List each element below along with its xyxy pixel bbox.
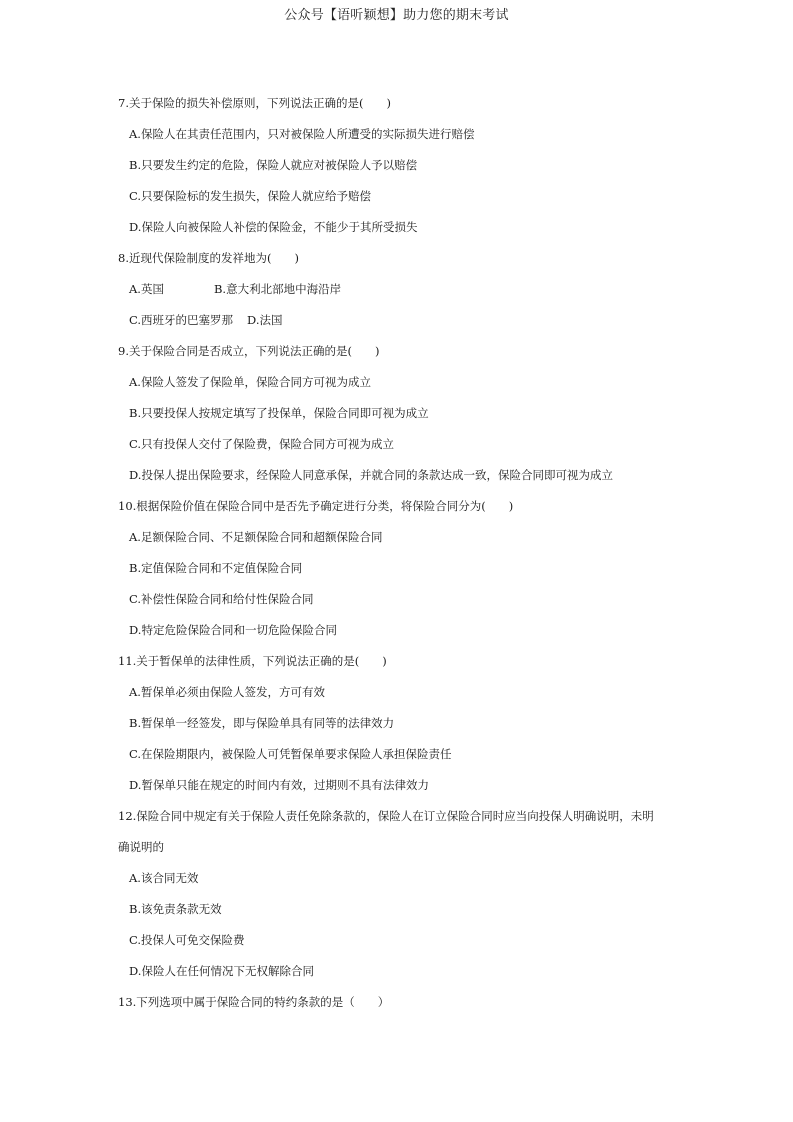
option-d: D.投保人提出保险要求，经保险人同意承保，并就合同的条款达成一致，保险合同即可视为成立	[129, 468, 613, 482]
option-d: D.暂保单只能在规定的时间内有效，过期则不具有法律效力	[129, 778, 429, 792]
option-b: B.只要发生约定的危险，保险人就应对被保险人予以赔偿	[129, 158, 418, 172]
question-stem: 7.关于保险的损失补偿原则，下列说法正确的是( )	[118, 96, 391, 110]
question-stem: 9.关于保险合同是否成立，下列说法正确的是( )	[118, 344, 380, 358]
option-d: D.保险人在任何情况下无权解除合同	[129, 964, 314, 978]
option-c: C.在保险期限内，被保险人可凭暂保单要求保险人承担保险责任	[129, 747, 452, 761]
question-stem-line-1: 12.保险合同中规定有关于保险人责任免除条款的，保险人在订立保险合同时应当向投保人明确说明，未明	[118, 809, 654, 823]
option-c: C.西班牙的巴塞罗那	[129, 313, 234, 327]
question-stem: 13.下列选项中属于保险合同的特约条款的是（ ）	[118, 995, 390, 1009]
question-8	[118, 243, 718, 336]
option-a: A.该合同无效	[129, 871, 199, 885]
option-a: A.保险人签发了保险单，保险合同方可视为成立	[129, 375, 371, 389]
question-10	[118, 491, 718, 646]
option-b: B.定值保险合同和不定值保险合同	[129, 561, 303, 575]
option-d: D.特定危险保险合同和一切危险保险合同	[129, 623, 337, 637]
question-list	[118, 88, 718, 1018]
option-b: B.该免责条款无效	[129, 902, 222, 916]
page-header: 公众号【语听颖想】助力您的期末考试	[284, 8, 509, 23]
option-b: B.只要投保人按规定填写了投保单，保险合同即可视为成立	[129, 406, 429, 420]
option-c: C.只要保险标的发生损失，保险人就应给予赔偿	[129, 189, 372, 203]
question-11	[118, 646, 718, 801]
question-13	[118, 987, 718, 1018]
option-b: B.暂保单一经签发，即与保险单具有同等的法律效力	[129, 716, 395, 730]
option-c: C.投保人可免交保险费	[129, 933, 245, 947]
option-d: D.保险人向被保险人补偿的保险金，不能少于其所受损失	[129, 220, 418, 234]
option-row-ab	[118, 274, 718, 305]
question-stem: 11.关于暂保单的法律性质，下列说法正确的是( )	[118, 654, 387, 668]
option-a: A.暂保单必须由保险人签发，方可有效	[129, 685, 325, 699]
question-9	[118, 336, 718, 491]
option-a: A.英国	[129, 282, 164, 296]
question-stem: 8.近现代保险制度的发祥地为( )	[118, 251, 299, 265]
option-a: A.保险人在其责任范围内，只对被保险人所遭受的实际损失进行赔偿	[129, 127, 475, 141]
option-c: C.只有投保人交付了保险费，保险合同方可视为成立	[129, 437, 395, 451]
question-stem-line-2: 确说明的	[118, 840, 164, 854]
option-a: A.足额保险合同、不足额保险合同和超额保险合同	[129, 530, 383, 544]
question-stem: 10.根据保险价值在保险合同中是否先予确定进行分类，将保险合同分为( )	[118, 499, 514, 513]
option-row-cd	[118, 305, 718, 336]
question-12	[118, 801, 718, 987]
question-7	[118, 88, 718, 243]
option-c: C.补偿性保险合同和给付性保险合同	[129, 592, 314, 606]
option-d: D.法国	[247, 313, 283, 327]
option-b: B.意大利北部地中海沿岸	[213, 282, 342, 296]
